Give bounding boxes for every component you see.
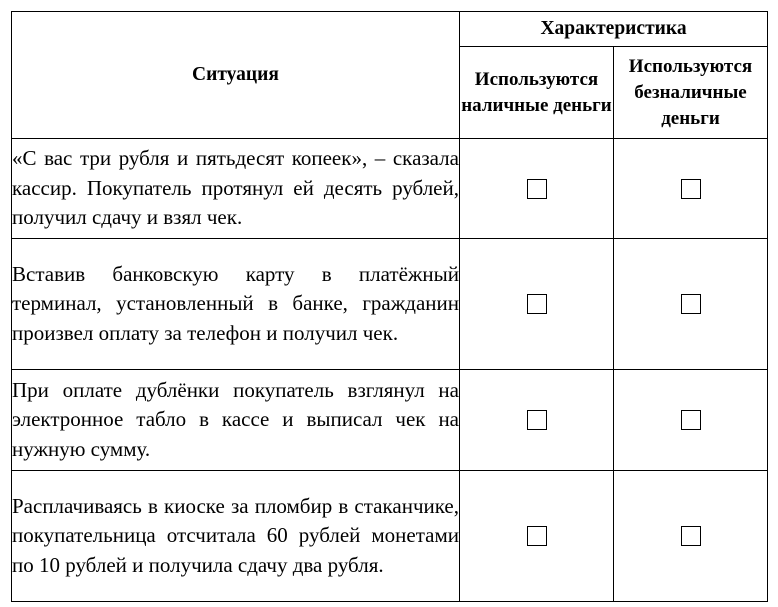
table-row: [12, 370, 768, 471]
cashless-cell: [614, 139, 768, 239]
table-row: [12, 239, 768, 370]
checkbox-cash[interactable]: [527, 526, 547, 546]
situations-table: [11, 11, 768, 602]
checkbox-cashless[interactable]: [681, 410, 701, 430]
situation-text: «С вас три рубля и пятьдесят копеек», – сказала кассир. Покупатель протянул ей десять рублей, получил сдачу и взял чек.: [12, 139, 460, 239]
cash-cell: [460, 471, 614, 602]
situation-text: Вставив банковскую карту в платёжный терминал, установленный в банке, гражданин произвел оплату за телефон и получил чек.: [12, 239, 460, 370]
cash-cell: [460, 370, 614, 471]
header-row-top: [12, 12, 768, 47]
situation-text: Расплачиваясь в киоске за пломбир в стаканчике, покупательница отсчитала 60 рублей монетами по 10 рублей и получила сдачу два рубля.: [12, 471, 460, 602]
header-cashless: Используются безналичные деньги: [614, 47, 768, 139]
table-row: [12, 139, 768, 239]
table-row: [12, 471, 768, 602]
cashless-cell: [614, 471, 768, 602]
cashless-cell: [614, 370, 768, 471]
cash-cell: [460, 239, 614, 370]
checkbox-cashless[interactable]: [681, 179, 701, 199]
checkbox-cashless[interactable]: [681, 294, 701, 314]
checkbox-cashless[interactable]: [681, 526, 701, 546]
cash-cell: [460, 139, 614, 239]
header-situation: Ситуация: [12, 12, 460, 139]
cashless-cell: [614, 239, 768, 370]
header-cash: Используются наличные деньги: [460, 47, 614, 139]
checkbox-cash[interactable]: [527, 179, 547, 199]
situation-text: При оплате дублёнки покупатель взглянул на электронное табло в кассе и выписал чек на нужную сумму.: [12, 370, 460, 471]
checkbox-cash[interactable]: [527, 410, 547, 430]
header-characteristic: Характеристика: [460, 12, 768, 47]
checkbox-cash[interactable]: [527, 294, 547, 314]
